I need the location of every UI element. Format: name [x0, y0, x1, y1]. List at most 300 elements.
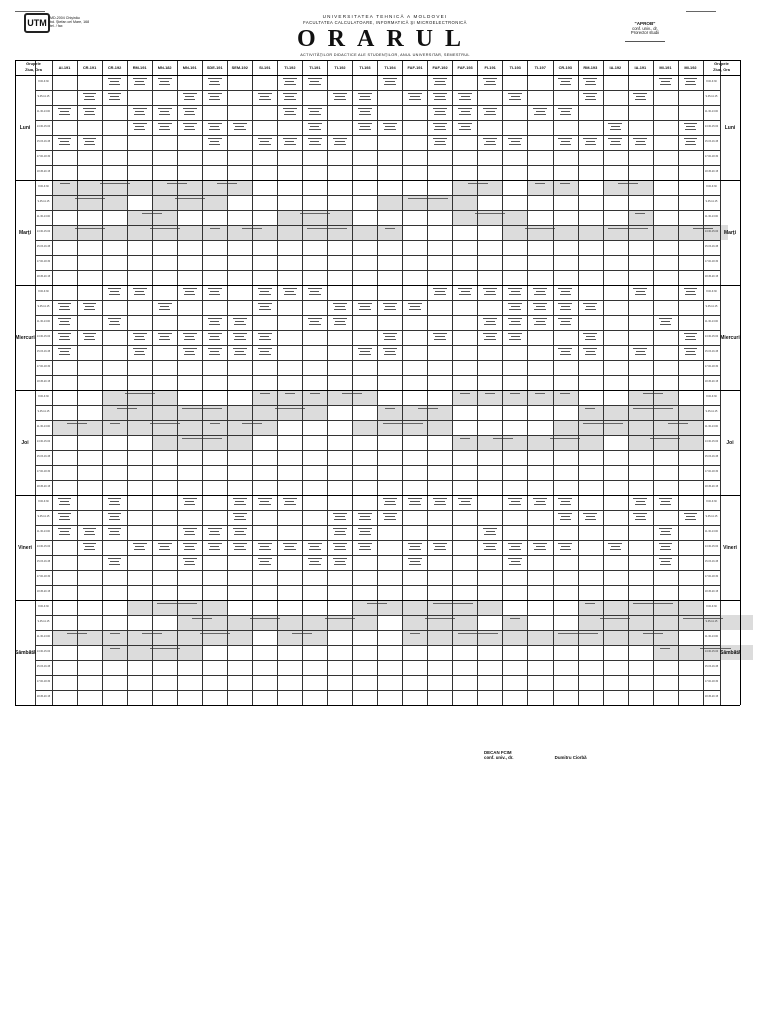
event-entry: [528, 183, 553, 194]
event-entry: [78, 542, 101, 554]
grid-vline: [653, 60, 654, 705]
day-label-right: Marţi: [724, 229, 736, 236]
event-entry: [127, 423, 202, 434]
event-entry: [228, 317, 251, 329]
group-header: TI-194: [384, 65, 396, 70]
group-header: SDE-191: [206, 65, 223, 70]
group-header: CR-191: [82, 65, 97, 70]
event-entry: [103, 512, 126, 524]
event-entry: [178, 92, 201, 104]
event-entry: [253, 542, 276, 554]
event-entry: [278, 287, 301, 299]
event-entry: [629, 287, 652, 299]
grid-hline: [35, 120, 720, 121]
event-entry: [103, 92, 126, 104]
event-entry: [479, 332, 502, 344]
time-slot-right: 8.00-9.30: [706, 605, 717, 608]
event-entry: [654, 557, 677, 569]
group-header: CR-193: [558, 65, 572, 70]
corner-label-left: Grupele: [26, 61, 41, 66]
event-entry: [679, 122, 702, 134]
event-entry: [579, 347, 602, 359]
event-entry: [278, 77, 301, 89]
event-entry: [504, 287, 527, 299]
time-slot: 18.45-20.15: [36, 485, 51, 488]
grid-hline: [35, 240, 720, 241]
time-slot-right: 9.45-11.15: [705, 305, 718, 308]
group-header: MN-191: [182, 65, 197, 70]
time-slot-right: 15.15-16.45: [704, 455, 719, 458]
event-entry: [429, 92, 452, 104]
grid-hline: [35, 555, 720, 556]
event-entry: [53, 302, 76, 314]
time-slot-right: 9.45-11.15: [705, 410, 718, 413]
event-entry: [504, 137, 527, 149]
event-entry: [529, 107, 552, 119]
time-slot-right: 17.00-18.30: [704, 365, 719, 368]
time-slot: 15.15-16.45: [36, 140, 51, 143]
event-entry: [203, 332, 226, 344]
event-entry: [128, 77, 151, 89]
time-slot: 17.00-18.30: [36, 365, 51, 368]
event-entry: [353, 302, 376, 314]
grid-vline: [452, 60, 453, 705]
time-slot-right: 13.30-15.00: [704, 440, 719, 443]
event-entry: [53, 317, 76, 329]
event-entry: [328, 92, 351, 104]
event-entry: [429, 77, 452, 89]
grid-hline: [15, 75, 740, 76]
event-entry: [353, 122, 376, 134]
event-entry: [404, 542, 427, 554]
grid-vline: [578, 60, 579, 705]
event-entry: [429, 332, 452, 344]
event-entry: [103, 527, 126, 539]
approval-heading: "APROB": [634, 21, 656, 26]
event-entry: [454, 107, 477, 119]
grid-hline: [35, 375, 720, 376]
event-entry: [453, 438, 478, 449]
event-entry: [578, 603, 603, 614]
grid-hline: [35, 345, 720, 346]
time-slot-right: 18.45-20.15: [704, 485, 719, 488]
time-slot: 8.00-9.30: [38, 290, 49, 293]
event-entry: [478, 393, 503, 404]
time-slot: 13.30-15.00: [36, 230, 51, 233]
event-entry: [579, 512, 602, 524]
time-slot: 17.00-18.30: [36, 155, 51, 158]
grid-hline: [35, 525, 720, 526]
event-entry: [178, 347, 201, 359]
event-entry: [228, 497, 251, 509]
time-slot-right: 13.30-15.00: [704, 125, 719, 128]
event-entry: [503, 228, 578, 239]
event-entry: [102, 393, 177, 404]
event-entry: [203, 347, 226, 359]
event-entry: [127, 228, 202, 239]
event-entry: [303, 557, 326, 569]
time-slot-right: 11.30-13.00: [704, 110, 719, 113]
event-entry: [553, 183, 578, 194]
event-entry: [479, 287, 502, 299]
event-entry: [253, 557, 276, 569]
event-entry: [479, 137, 502, 149]
event-entry: [378, 408, 403, 419]
time-slot: 17.00-18.30: [36, 260, 51, 263]
event-entry: [278, 137, 301, 149]
event-entry: [529, 542, 552, 554]
time-slot: 17.00-18.30: [36, 470, 51, 473]
event-entry: [504, 542, 527, 554]
event-entry: [278, 497, 301, 509]
grid-vline: [352, 60, 353, 705]
time-slot: 18.45-20.15: [36, 275, 51, 278]
event-entry: [554, 347, 577, 359]
event-entry: [203, 287, 226, 299]
event-entry: [153, 77, 176, 89]
grid-vline: [678, 60, 679, 705]
time-slot-right: 8.00-9.30: [706, 290, 717, 293]
group-header: RM-193: [583, 65, 598, 70]
event-entry: [579, 302, 602, 314]
grid-vline: [740, 60, 741, 705]
header-rule-right: [686, 11, 716, 12]
grid-vline: [177, 60, 178, 705]
time-slot-right: 13.30-15.00: [704, 545, 719, 548]
grid-hline: [35, 225, 720, 226]
event-entry: [504, 317, 527, 329]
day-label-right: Joi: [726, 439, 734, 446]
day-label: Miercuri: [15, 334, 35, 341]
event-entry: [679, 287, 702, 299]
time-slot: 15.15-16.45: [36, 665, 51, 668]
time-slot: 8.00-9.30: [38, 185, 49, 188]
day-label-right: Sâmbătă: [720, 649, 741, 656]
grid-vline: [427, 60, 428, 705]
event-entry: [353, 512, 376, 524]
approval-position: Prorector studii: [630, 30, 660, 36]
grid-vline: [628, 60, 629, 705]
dean-name: Dumitru Ciorbă: [554, 755, 587, 761]
grid-hline: [35, 270, 720, 271]
time-slot-right: 17.00-18.30: [704, 680, 719, 683]
time-slot: 13.30-15.00: [36, 125, 51, 128]
address-line-3: tel. / fax: [50, 24, 63, 29]
grid-vline: [553, 60, 554, 705]
event-entry: [202, 423, 227, 434]
event-entry: [504, 332, 527, 344]
event-entry: [53, 332, 76, 344]
event-entry: [654, 542, 677, 554]
event-entry: [429, 287, 452, 299]
group-header: MN-182: [157, 65, 172, 70]
time-slot: 9.45-11.15: [37, 305, 50, 308]
time-slot: 18.45-20.15: [36, 695, 51, 698]
event-entry: [503, 393, 528, 404]
event-entry: [353, 107, 376, 119]
event-entry: [378, 228, 403, 239]
grid-hline: [35, 510, 720, 511]
grid-hline: [35, 405, 720, 406]
event-entry: [153, 302, 176, 314]
grid-hline: [35, 435, 720, 436]
grid-vline: [302, 60, 303, 705]
dean-rank: conf. univ., dr.: [484, 755, 514, 761]
group-header: TI-197: [534, 65, 546, 70]
time-slot-right: 8.00-9.30: [706, 80, 717, 83]
time-slot-right: 15.15-16.45: [704, 560, 719, 563]
event-entry: [78, 137, 101, 149]
event-entry: [228, 527, 251, 539]
time-slot: 13.30-15.00: [36, 335, 51, 338]
event-entry: [379, 497, 402, 509]
event-entry: [203, 527, 226, 539]
grid-hline: [35, 315, 720, 316]
group-header: FAF-191: [407, 65, 423, 70]
event-entry: [679, 137, 702, 149]
event-entry: [128, 332, 151, 344]
time-slot-right: 11.30-13.00: [704, 425, 719, 428]
grid-hline: [15, 180, 740, 181]
time-slot-right: 17.00-18.30: [704, 260, 719, 263]
time-slot-right: 13.30-15.00: [704, 230, 719, 233]
event-entry: [253, 497, 276, 509]
event-entry: [454, 287, 477, 299]
time-slot-right: 11.30-13.00: [704, 215, 719, 218]
event-entry: [628, 213, 653, 224]
event-entry: [379, 512, 402, 524]
time-slot: 9.45-11.15: [37, 95, 50, 98]
grid-hline: [35, 615, 720, 616]
event-entry: [353, 92, 376, 104]
event-entry: [404, 497, 427, 509]
group-header: MI-192: [684, 65, 697, 70]
event-entry: [153, 122, 176, 134]
time-slot: 13.30-15.00: [36, 440, 51, 443]
group-header: FI-191: [484, 65, 496, 70]
approval-block: [604, 22, 686, 42]
event-entry: [453, 213, 528, 224]
event-entry: [78, 302, 101, 314]
grid-hline: [35, 450, 720, 451]
time-slot: 8.00-9.30: [38, 395, 49, 398]
event-entry: [303, 287, 326, 299]
event-entry: [78, 107, 101, 119]
event-entry: [504, 92, 527, 104]
grid-hline: [35, 135, 720, 136]
event-entry: [253, 332, 276, 344]
event-entry: [203, 317, 226, 329]
grid-hline: [15, 705, 740, 706]
time-slot-right: 8.00-9.30: [706, 185, 717, 188]
time-slot: 15.15-16.45: [36, 245, 51, 248]
event-entry: [202, 228, 227, 239]
group-header: TI-191: [309, 65, 321, 70]
event-entry: [404, 557, 427, 569]
time-slot: 9.45-11.15: [37, 200, 50, 203]
grid-hline: [15, 495, 740, 496]
event-entry: [554, 287, 577, 299]
event-entry: [479, 527, 502, 539]
group-header: IA-192: [609, 65, 622, 70]
group-header: TI-192: [334, 65, 346, 70]
grid-hline: [35, 585, 720, 586]
event-entry: [604, 137, 627, 149]
time-slot: 17.00-18.30: [36, 575, 51, 578]
group-header: SEM-192: [231, 65, 248, 70]
grid-hline: [35, 660, 720, 661]
grid-vline: [252, 60, 253, 705]
page-subtitle: ACTIVITĂŢILOR DIDACTICE ALE STUDENŢILOR, ANUL UNIVERSITAR, SEMESTRUL: [300, 53, 470, 57]
grid-hline: [35, 675, 720, 676]
grid-hline: [35, 195, 720, 196]
time-slot: 11.30-13.00: [36, 110, 51, 113]
event-entry: [579, 92, 602, 104]
event-entry: [53, 512, 76, 524]
grid-hline: [35, 480, 720, 481]
grid-vline: [127, 60, 128, 705]
event-entry: [53, 527, 76, 539]
event-entry: [654, 527, 677, 539]
event-entry: [604, 542, 627, 554]
event-entry: [203, 137, 226, 149]
event-entry: [102, 423, 127, 434]
event-entry: [679, 77, 702, 89]
event-entry: [654, 77, 677, 89]
event-entry: [554, 302, 577, 314]
group-header: RM-191: [132, 65, 147, 70]
event-entry: [102, 633, 127, 644]
group-header: CR-192: [107, 65, 122, 70]
event-entry: [529, 302, 552, 314]
event-entry: [78, 92, 101, 104]
event-entry: [679, 512, 702, 524]
event-entry: [629, 497, 652, 509]
event-entry: [103, 317, 126, 329]
event-entry: [53, 137, 76, 149]
time-slot: 17.00-18.30: [36, 680, 51, 683]
event-entry: [78, 527, 101, 539]
event-entry: [453, 393, 478, 404]
time-slot: 15.15-16.45: [36, 455, 51, 458]
event-entry: [52, 228, 127, 239]
grid-hline: [35, 330, 720, 331]
event-entry: [479, 317, 502, 329]
time-slot-right: 17.00-18.30: [704, 575, 719, 578]
event-entry: [153, 332, 176, 344]
event-entry: [253, 287, 276, 299]
event-entry: [529, 497, 552, 509]
grid-vline: [227, 60, 228, 705]
footer-signature: [484, 750, 684, 761]
event-entry: [679, 332, 702, 344]
event-entry: [227, 618, 302, 629]
event-entry: [303, 77, 326, 89]
grid-hline: [35, 210, 720, 211]
event-entry: [628, 438, 703, 449]
grid-hline: [35, 540, 720, 541]
event-entry: [379, 332, 402, 344]
time-slot-right: 15.15-16.45: [704, 245, 719, 248]
time-slot-right: 15.15-16.45: [704, 140, 719, 143]
corner-label-left-bottom: Ziua, Ora: [25, 67, 42, 72]
event-entry: [328, 527, 351, 539]
event-entry: [52, 183, 77, 194]
event-entry: [528, 393, 553, 404]
event-entry: [128, 122, 151, 134]
event-entry: [228, 347, 251, 359]
event-entry: [178, 287, 201, 299]
event-entry: [178, 122, 201, 134]
event-entry: [303, 137, 326, 149]
day-label: Luni: [19, 124, 31, 131]
time-slot-right: 11.30-13.00: [704, 320, 719, 323]
event-entry: [554, 107, 577, 119]
grid-vline: [327, 60, 328, 705]
grid-hline: [35, 165, 720, 166]
university-name: UNIVERSITATEA TEHNICĂ A MOLDOVEI: [322, 14, 448, 19]
corner-label-right-bottom: Ziua, Ora: [713, 67, 730, 72]
time-slot: 9.45-11.15: [37, 515, 50, 518]
event-entry: [503, 618, 528, 629]
day-label: Joi: [21, 439, 29, 446]
event-entry: [578, 408, 603, 419]
event-entry: [278, 542, 301, 554]
time-slot: 18.45-20.15: [36, 380, 51, 383]
time-slot: 9.45-11.15: [37, 410, 50, 413]
event-entry: [429, 497, 452, 509]
grid-vline: [277, 60, 278, 705]
time-slot: 11.30-13.00: [36, 320, 51, 323]
header-rule-left: [15, 11, 45, 12]
event-entry: [479, 107, 502, 119]
grid-hline: [35, 420, 720, 421]
event-entry: [579, 332, 602, 344]
group-header: FAF-193: [457, 65, 473, 70]
group-header: IA-191: [634, 65, 647, 70]
grid-hline: [35, 630, 720, 631]
event-entry: [554, 497, 577, 509]
event-entry: [379, 77, 402, 89]
event-entry: [429, 137, 452, 149]
event-entry: [77, 183, 152, 194]
time-slot: 11.30-13.00: [36, 530, 51, 533]
dean-title: DECAN FCIM: [484, 750, 512, 755]
event-entry: [128, 107, 151, 119]
group-header: TI-192: [284, 65, 296, 70]
event-entry: [177, 633, 252, 644]
event-entry: [529, 317, 552, 329]
event-entry: [303, 317, 326, 329]
time-slot: 18.45-20.15: [36, 170, 51, 173]
event-entry: [253, 347, 276, 359]
time-slot-right: 8.00-9.30: [706, 500, 717, 503]
event-entry: [504, 302, 527, 314]
group-header: SI-191: [259, 65, 271, 70]
event-entry: [302, 393, 327, 404]
event-entry: [328, 137, 351, 149]
group-header: TI-193: [509, 65, 521, 70]
time-slot-right: 18.45-20.15: [704, 380, 719, 383]
day-label-right: Luni: [724, 124, 736, 131]
grid-hline: [15, 60, 740, 61]
time-slot: 9.45-11.15: [37, 620, 50, 623]
event-entry: [479, 542, 502, 554]
time-slot-right: 9.45-11.15: [705, 620, 718, 623]
event-entry: [629, 512, 652, 524]
address-line-1: MD-2004 Chişinău: [50, 16, 80, 20]
event-entry: [554, 137, 577, 149]
